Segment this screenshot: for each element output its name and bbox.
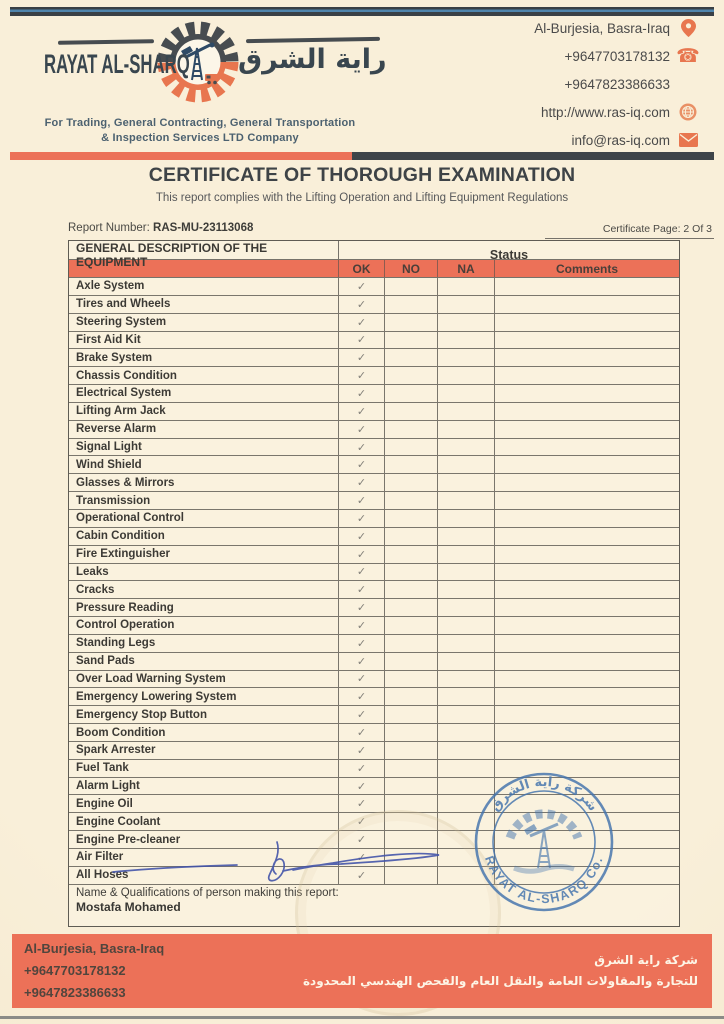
no-cell: [385, 439, 438, 456]
brand-tagline-line2: & Inspection Services LTD Company: [101, 132, 299, 144]
footer-company-name-ar: شركة راية الشرق: [594, 953, 698, 967]
equipment-label: First Aid Kit: [69, 332, 339, 349]
table-row: [69, 581, 679, 599]
ok-check-mark: ✓: [339, 439, 385, 456]
ok-check-mark: ✓: [339, 278, 385, 295]
contact-website: http://www.ras-iq.com: [541, 101, 698, 123]
top-border-bar: [10, 7, 714, 16]
no-cell: [385, 456, 438, 473]
report-maker-name: Mostafa Mohamed: [76, 899, 181, 914]
ok-check-mark: ✓: [339, 724, 385, 741]
report-maker-label: Name & Qualifications of person making this report:: [76, 886, 339, 899]
comments-cell: [495, 367, 679, 384]
no-cell: [385, 635, 438, 652]
company-stamp: [458, 756, 630, 928]
ok-check-mark: ✓: [339, 456, 385, 473]
no-cell: [385, 617, 438, 634]
ok-check-mark: ✓: [339, 528, 385, 545]
footer-bar: [12, 934, 712, 1008]
na-cell: [438, 367, 495, 384]
equipment-label: Emergency Lowering System: [69, 688, 339, 705]
no-cell: [385, 742, 438, 759]
footer-phone2: +9647823386633: [24, 985, 126, 1000]
na-cell: [438, 278, 495, 295]
comments-cell: [495, 564, 679, 581]
comments-cell: [495, 724, 679, 741]
icon-spacer: [678, 74, 698, 94]
ok-check-mark: ✓: [339, 671, 385, 688]
table-row: [69, 510, 679, 528]
equipment-label: Engine Pre-cleaner: [69, 831, 339, 848]
equipment-label: Boom Condition: [69, 724, 339, 741]
na-cell: [438, 564, 495, 581]
table-row: [69, 635, 679, 653]
scan-edge-line: [0, 1016, 724, 1019]
globe-icon: [678, 102, 698, 122]
ok-check-mark: ✓: [339, 510, 385, 527]
no-cell: [385, 581, 438, 598]
equipment-label: Brake System: [69, 349, 339, 366]
equipment-label: Electrical System: [69, 385, 339, 402]
ok-check-mark: ✓: [339, 795, 385, 812]
status-subheader-row: [69, 260, 679, 278]
ok-check-mark: ✓: [339, 706, 385, 723]
na-cell: [438, 439, 495, 456]
report-number-label: Report Number:: [68, 222, 150, 234]
table-row: [69, 474, 679, 492]
no-cell: [385, 332, 438, 349]
table-row: [69, 706, 679, 724]
footer-company-desc-ar: للتجارة والمقاولات العامة والنقل العام والفحص الهندسي المحدودة: [302, 974, 698, 988]
ok-check-mark: ✓: [339, 760, 385, 777]
handwritten-signature: [105, 838, 450, 900]
logo-swoosh-right: [246, 37, 380, 43]
ok-check-mark: ✓: [339, 296, 385, 313]
contact-address: Al-Burjesia, Basra-Iraq: [534, 17, 698, 39]
no-cell: [385, 724, 438, 741]
table-row: [69, 671, 679, 689]
comments-cell: [495, 653, 679, 670]
no-cell: [385, 349, 438, 366]
comments-cell: [495, 439, 679, 456]
na-cell: [438, 403, 495, 420]
comments-cell: [495, 474, 679, 491]
description-column-header: GENERAL DESCRIPTION OF THE EQUIPMENT: [69, 241, 339, 269]
no-cell: [385, 367, 438, 384]
ok-check-mark: ✓: [339, 403, 385, 420]
no-cell: [385, 564, 438, 581]
ok-check-mark: ✓: [339, 778, 385, 795]
page-subtitle: This report complies with the Lifting Operation and Lifting Equipment Regulations: [155, 192, 569, 204]
comments-cell: [495, 349, 679, 366]
na-cell: [438, 385, 495, 402]
na-cell: [438, 510, 495, 527]
comments-cell: [495, 617, 679, 634]
equipment-label: Engine Coolant: [69, 813, 339, 830]
table-row: [69, 385, 679, 403]
contact-phone2: +9647823386633: [565, 73, 699, 95]
ok-check-mark: ✓: [339, 688, 385, 705]
na-cell: [438, 653, 495, 670]
location-pin-icon: [678, 18, 698, 38]
comments-cell: [495, 581, 679, 598]
table-row: [69, 349, 679, 367]
table-row: [69, 367, 679, 385]
table-row: [69, 421, 679, 439]
no-cell: [385, 653, 438, 670]
comments-cell: [495, 403, 679, 420]
comments-cell: [495, 296, 679, 313]
table-row: [69, 688, 679, 706]
ok-check-mark: ✓: [339, 617, 385, 634]
table-row: [69, 653, 679, 671]
equipment-label: Over Load Warning System: [69, 671, 339, 688]
equipment-label: Leaks: [69, 564, 339, 581]
divider-accent-left: [10, 152, 352, 160]
na-cell: [438, 421, 495, 438]
footer-phone1: +9647703178132: [24, 963, 126, 978]
no-cell: [385, 474, 438, 491]
contact-email: info@ras-iq.com: [572, 129, 698, 151]
table-row: [69, 314, 679, 332]
no-cell: [385, 671, 438, 688]
equipment-label: Spark Arrester: [69, 742, 339, 759]
envelope-icon: [678, 130, 698, 150]
certificate-page-underline: [545, 238, 714, 239]
ok-check-mark: ✓: [339, 546, 385, 563]
na-cell: [438, 688, 495, 705]
comments-cell: [495, 421, 679, 438]
na-cell: [438, 332, 495, 349]
footer-contact: [12, 938, 164, 1004]
equipment-label: Transmission: [69, 492, 339, 509]
no-cell: [385, 492, 438, 509]
comments-cell: [495, 385, 679, 402]
ok-check-mark: ✓: [339, 599, 385, 616]
equipment-label: Control Operation: [69, 617, 339, 634]
table-row: [69, 546, 679, 564]
table-row: [69, 564, 679, 582]
table-row: [69, 724, 679, 742]
na-cell: [438, 456, 495, 473]
comments-cell: [495, 528, 679, 545]
equipment-label: Alarm Light: [69, 778, 339, 795]
comments-cell: [495, 546, 679, 563]
comments-cell: [495, 671, 679, 688]
table-row: [69, 617, 679, 635]
table-row: [69, 278, 679, 296]
no-cell: [385, 599, 438, 616]
comments-cell: [495, 332, 679, 349]
ok-check-mark: ✓: [339, 831, 385, 848]
logo-swoosh-left: [58, 39, 154, 45]
ok-check-mark: ✓: [339, 581, 385, 598]
ok-check-mark: ✓: [339, 742, 385, 759]
na-cell: [438, 617, 495, 634]
comments-cell: [495, 314, 679, 331]
ok-check-mark: ✓: [339, 349, 385, 366]
footer-address: Al-Burjesia, Basra-Iraq: [24, 941, 165, 956]
table-row: [69, 492, 679, 510]
equipment-label: Emergency Stop Button: [69, 706, 339, 723]
divider-accent-right: [352, 152, 714, 160]
comments-cell: [495, 456, 679, 473]
no-cell: [385, 706, 438, 723]
equipment-label: Cabin Condition: [69, 528, 339, 545]
na-cell: [438, 528, 495, 545]
table-row: [69, 599, 679, 617]
ok-check-mark: ✓: [339, 564, 385, 581]
contact-block: [534, 17, 698, 151]
no-cell: [385, 296, 438, 313]
no-cell: [385, 688, 438, 705]
table-row: [69, 456, 679, 474]
comments-cell: [495, 599, 679, 616]
report-number-value: RAS-MU-23113068: [153, 222, 254, 234]
table-row: [69, 439, 679, 457]
report-number: [68, 222, 253, 234]
na-cell: [438, 474, 495, 491]
brand-tagline-line1: For Trading, General Contracting, General Transportation: [44, 117, 356, 129]
equipment-label: Tires and Wheels: [69, 296, 339, 313]
na-cell: [438, 671, 495, 688]
equipment-label: Signal Light: [69, 439, 339, 456]
no-cell: [385, 385, 438, 402]
equipment-label: Engine Oil: [69, 795, 339, 812]
ok-check-mark: ✓: [339, 849, 385, 866]
na-column-header: NA: [438, 260, 495, 277]
equipment-label: Lifting Arm Jack: [69, 403, 339, 420]
stamp-latin-text: RAYAT AL-SHARQ Co.: [482, 854, 606, 907]
ok-check-mark: ✓: [339, 635, 385, 652]
table-row: [69, 296, 679, 314]
ok-check-mark: ✓: [339, 653, 385, 670]
equipment-label: Air Filter: [69, 849, 339, 866]
na-cell: [438, 492, 495, 509]
na-cell: [438, 599, 495, 616]
no-cell: [385, 421, 438, 438]
table-row: [69, 332, 679, 350]
ok-check-mark: ✓: [339, 385, 385, 402]
ok-check-mark: ✓: [339, 492, 385, 509]
na-cell: [438, 546, 495, 563]
no-cell: [385, 314, 438, 331]
empty-header-cell: [69, 260, 339, 277]
equipment-label: All Hoses: [69, 867, 339, 884]
stamp-arabic-text: شركة راية الشرق: [487, 774, 601, 815]
no-column-header: NO: [385, 260, 438, 277]
equipment-label: Cracks: [69, 581, 339, 598]
equipment-label: Glasses & Mirrors: [69, 474, 339, 491]
brand-name-ar: راية الشرق: [238, 44, 387, 75]
equipment-label: Wind Shield: [69, 456, 339, 473]
equipment-label: Operational Control: [69, 510, 339, 527]
na-cell: [438, 296, 495, 313]
na-cell: [438, 706, 495, 723]
ok-check-mark: ✓: [339, 332, 385, 349]
ok-check-mark: ✓: [339, 421, 385, 438]
equipment-label: Chassis Condition: [69, 367, 339, 384]
equipment-label: Pressure Reading: [69, 599, 339, 616]
no-cell: [385, 778, 438, 795]
equipment-label: Sand Pads: [69, 653, 339, 670]
na-cell: [438, 635, 495, 652]
contact-phone1: +9647703178132 ☎: [564, 45, 700, 67]
brand-name-en: RAYAT AL-SHARQ: [44, 49, 190, 79]
comments-cell: [495, 688, 679, 705]
ok-check-mark: ✓: [339, 867, 385, 884]
na-cell: [438, 314, 495, 331]
na-cell: [438, 349, 495, 366]
equipment-label: Reverse Alarm: [69, 421, 339, 438]
equipment-label: Fire Extinguisher: [69, 546, 339, 563]
comments-cell: [495, 492, 679, 509]
comments-cell: [495, 510, 679, 527]
phone-icon: ☎: [676, 45, 700, 67]
comments-cell: [495, 635, 679, 652]
ok-column-header: OK: [339, 260, 385, 277]
na-cell: [438, 581, 495, 598]
page-title: CERTIFICATE OF THOROUGH EXAMINATION: [148, 164, 576, 186]
no-cell: [385, 278, 438, 295]
no-cell: [385, 528, 438, 545]
equipment-label: Axle System: [69, 278, 339, 295]
equipment-label: Fuel Tank: [69, 760, 339, 777]
comments-cell: [495, 278, 679, 295]
ok-check-mark: ✓: [339, 314, 385, 331]
table-row: [69, 403, 679, 421]
no-cell: [385, 760, 438, 777]
ok-check-mark: ✓: [339, 367, 385, 384]
ok-check-mark: ✓: [339, 474, 385, 491]
ok-check-mark: ✓: [339, 813, 385, 830]
na-cell: [438, 724, 495, 741]
equipment-label: Standing Legs: [69, 635, 339, 652]
comments-cell: [495, 706, 679, 723]
certificate-page-indicator: Certificate Page: 2 Of 3: [602, 223, 712, 235]
table-row: [69, 528, 679, 546]
equipment-label: Steering System: [69, 314, 339, 331]
no-cell: [385, 546, 438, 563]
comments-column-header: Comments: [555, 261, 618, 276]
status-column-header: Status: [489, 248, 529, 262]
no-cell: [385, 403, 438, 420]
no-cell: [385, 510, 438, 527]
stamp-center-art: [510, 814, 578, 871]
footer-company-arabic: [303, 950, 712, 992]
